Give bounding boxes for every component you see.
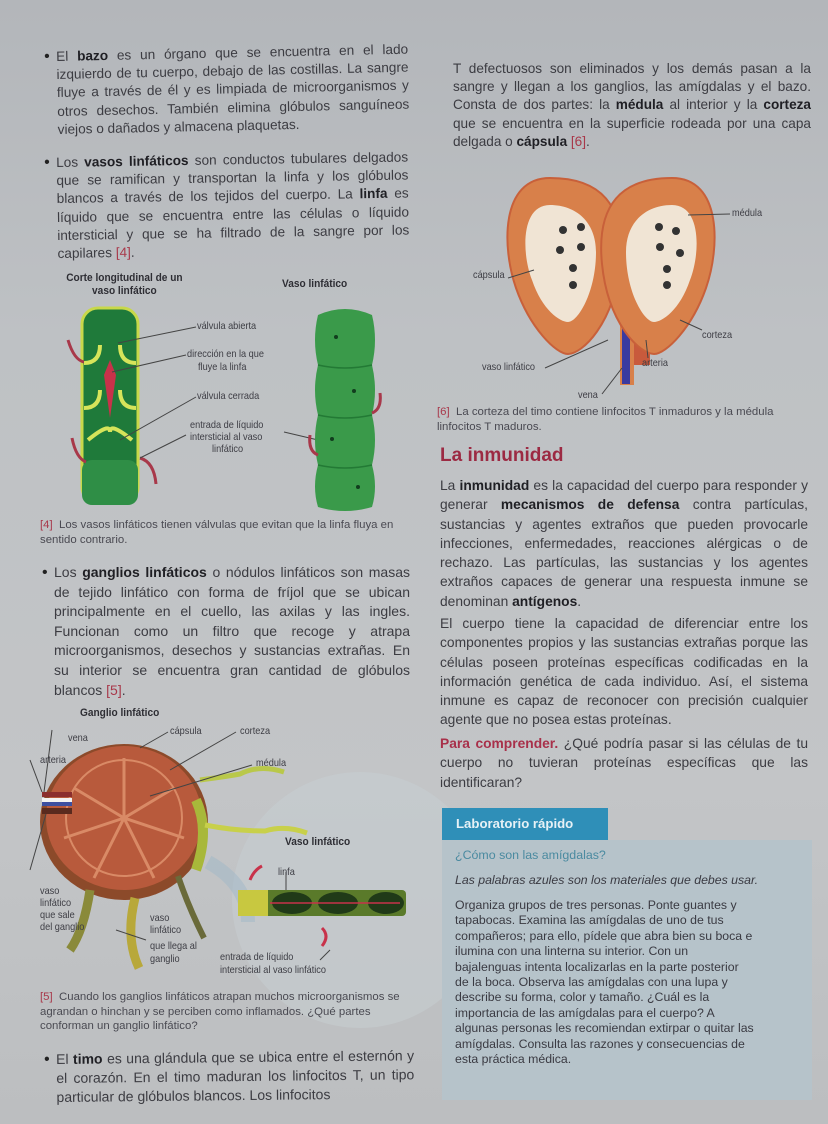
term-ganglios: ganglios linfáticos (82, 564, 207, 580)
label-thymus-vena: vena (578, 390, 598, 401)
label-llega-2: linfático (150, 925, 182, 936)
label-valvula-cerrada: válvula cerrada (197, 391, 260, 402)
label-linfa: linfa (278, 867, 295, 878)
label-thymus-vaso: vaso linfático (482, 362, 536, 373)
label-thymus-capsula: cápsula (473, 270, 505, 281)
label-entrada-1: entrada de líquido (190, 420, 264, 431)
label-llega-4: ganglio (150, 954, 180, 965)
lab-note: Las palabras azules son los materiales que debes usar. (455, 873, 759, 887)
label-thymus-corteza: corteza (702, 330, 733, 341)
bullet-icon: • (44, 1051, 50, 1069)
caption-number: [6] (437, 406, 450, 418)
lab-question: ¿Cómo son las amígdalas? (455, 848, 606, 862)
term-antigenos: antígenos (512, 593, 578, 609)
label-entrada-2: intersticial al vaso (190, 432, 263, 443)
lab-body: Organiza grupos de tres personas. Ponte guantes y tapabocas. Examina las amígdalas de uno de tus compañeros; para ello, pídele que abra bien su boca e ilumina con una linterna su interior. Con un bajalenguas intenta localizarlas en la parte posterior de la boca. Observa las amígdalas con una lupa y describe su forma, color y tamaño. ¿Cuál es la importancia de las amígdalas para el cuerpo? A algunas personas les recomiendan extirpar o quitar las amígdalas. Consulta las razones y consecuencias de esta práctica médica. (455, 898, 754, 1067)
term-mecanismos-defensa: mecanismos de defensa (500, 497, 680, 513)
paragraph-para-comprender: Para comprender. ¿Qué podría pasar si las células de tu cuerpo no tuvieran proteínas específicas que las identificaran? (440, 736, 808, 790)
para-comprender-label: Para comprender. (440, 736, 559, 751)
figure-ref-5: [5] (106, 681, 122, 698)
term-timo: timo (72, 1050, 103, 1067)
label-sale-4: del ganglio (40, 922, 85, 933)
label-arteria: arteria (40, 755, 67, 766)
figure-6-caption: [6] La corteza del timo contiene linfocitos T inmaduros y la médula linfocitos T maduros. (437, 406, 774, 433)
label-sale-2: linfático (40, 898, 72, 909)
figure-4-caption: [4] Los vasos linfáticos tienen válvulas que evitan que la linfa fluya en sentido contrario. (40, 519, 394, 546)
bullet-icon: • (44, 48, 50, 66)
label-thymus-medula: médula (732, 208, 763, 219)
label-corteza: corteza (240, 726, 271, 737)
paragraph-ganglios: • Los ganglios linfáticos o nódulos linfáticos son masas de tejido linfático con forma de fríjol que se ubican principalmente en el cuello, las axilas y las ingles. Funcionan como un filtro que recoge y atrapa microorganismos, desechos y sustancias extrañas. En su interior se encuentra gran cantidad de glóbulos blancos [5]. (42, 564, 410, 698)
label-medula: médula (256, 758, 287, 769)
term-capsula: cápsula (516, 133, 568, 149)
term-corteza: corteza (763, 97, 811, 113)
bullet-icon: • (44, 154, 50, 172)
paragraph-inmunidad-1: La inmunidad es la capacidad del cuerpo para responder y generar mecanismos de defensa contra partículas, sustancias y agentes extraños que pueden provocarle infecciones, enfermedades, reacciones alérgicas o de rechazo. Las partículas, las sustancias y los agentes extraños capaces de generar una respuesta inmune se denominan antígenos. (440, 478, 809, 609)
label-entrada-3: linfático (212, 444, 244, 455)
label-vena: vena (68, 733, 88, 744)
paragraph-bazo: • El bazo es un órgano que se encuentra en el lado izquierdo de tu cuerpo, debajo de las costillas. La sangre fluye a través de él y es limpiada de microorganismos y otros desechos. También elimina glóbulos sanguíneos viejos o dañados y almacena plaquetas. (44, 41, 410, 137)
fig4-title-left: Corte longitudinal de un vaso linfático (66, 272, 183, 297)
paragraph-timo-continued: T defectuosos son eliminados y los demás pasan a la sangre y llegan a los ganglios, las amígdalas y el bazo. Consta de dos partes: la médula al interior y la corteza que se encuentra en la superficie rodeada por una capa delgada o cápsula [6]. (453, 61, 811, 149)
label-valvula-abierta: válvula abierta (197, 321, 257, 332)
section-heading-inmunidad: La inmunidad (440, 445, 564, 466)
paragraph-timo: • El timo es una glándula que se ubica entre el esternón y el corazón. En el timo maduran los linfocitos T, un tipo particular de glóbulos blancos. Los linfocitos (44, 1047, 415, 1105)
figure-ref-6: [6] (570, 133, 587, 149)
label-thymus-arteria: arteria (642, 358, 669, 369)
label-direccion-2: fluye la linfa (198, 362, 247, 373)
term-bazo: bazo (76, 47, 109, 64)
label-llega-1: vaso (150, 913, 170, 924)
figure-5-caption: [5] Cuando los ganglios linfáticos atrapan muchos microorganismos se agrandan o hinchan y se perciben como inflamados. ¿Qué partes conforman un ganglio linfático? (40, 991, 400, 1032)
paragraph-vasos-linfaticos: • Los vasos linfáticos son conductos tubulares delgados que se ramifican y transportan la linfa y los glóbulos blancos a través de los tejidos del cuerpo. La linfa es líquido que se encuentra entre las células o líquido intersticial y que se ha filtrado de la sangre por los capilares [4]. (44, 149, 410, 262)
label-sale-3: que sale (40, 910, 75, 921)
figure-ref-4: [4] (115, 244, 131, 261)
lab-header: Laboratorio rápido (442, 808, 608, 840)
bullet-icon: • (42, 564, 48, 581)
label-sale-1: vaso (40, 886, 60, 897)
label-entrada-liquido-2: intersticial al vaso linfático (220, 965, 327, 976)
term-inmunidad: inmunidad (459, 478, 530, 493)
fig5-inset-title: Vaso linfático (285, 836, 351, 848)
caption-number: [4] (40, 519, 53, 531)
caption-number: [5] (40, 991, 53, 1003)
term-medula: médula (615, 97, 664, 113)
fig4-title-right: Vaso linfático (282, 278, 348, 290)
paragraph-inmunidad-2: El cuerpo tiene la capacidad de diferenciar entre los componentes propios y las sustancias extrañas porque las células poseen proteínas específicas codificadas en la información genética de cada individuo. Así, el sistema inmune es capaz de reconocer con precisión cualquier agente que no posea estas proteínas. (440, 616, 808, 728)
label-direccion-1: dirección en la que (187, 349, 264, 360)
term-vasos-linfaticos: vasos linfáticos (84, 152, 189, 170)
label-entrada-liquido-1: entrada de líquido (220, 952, 294, 963)
fig5-title: Ganglio linfático (80, 707, 160, 719)
label-llega-3: que llega al (150, 941, 197, 952)
label-capsula: cápsula (170, 726, 202, 737)
term-linfa: linfa (359, 186, 388, 202)
